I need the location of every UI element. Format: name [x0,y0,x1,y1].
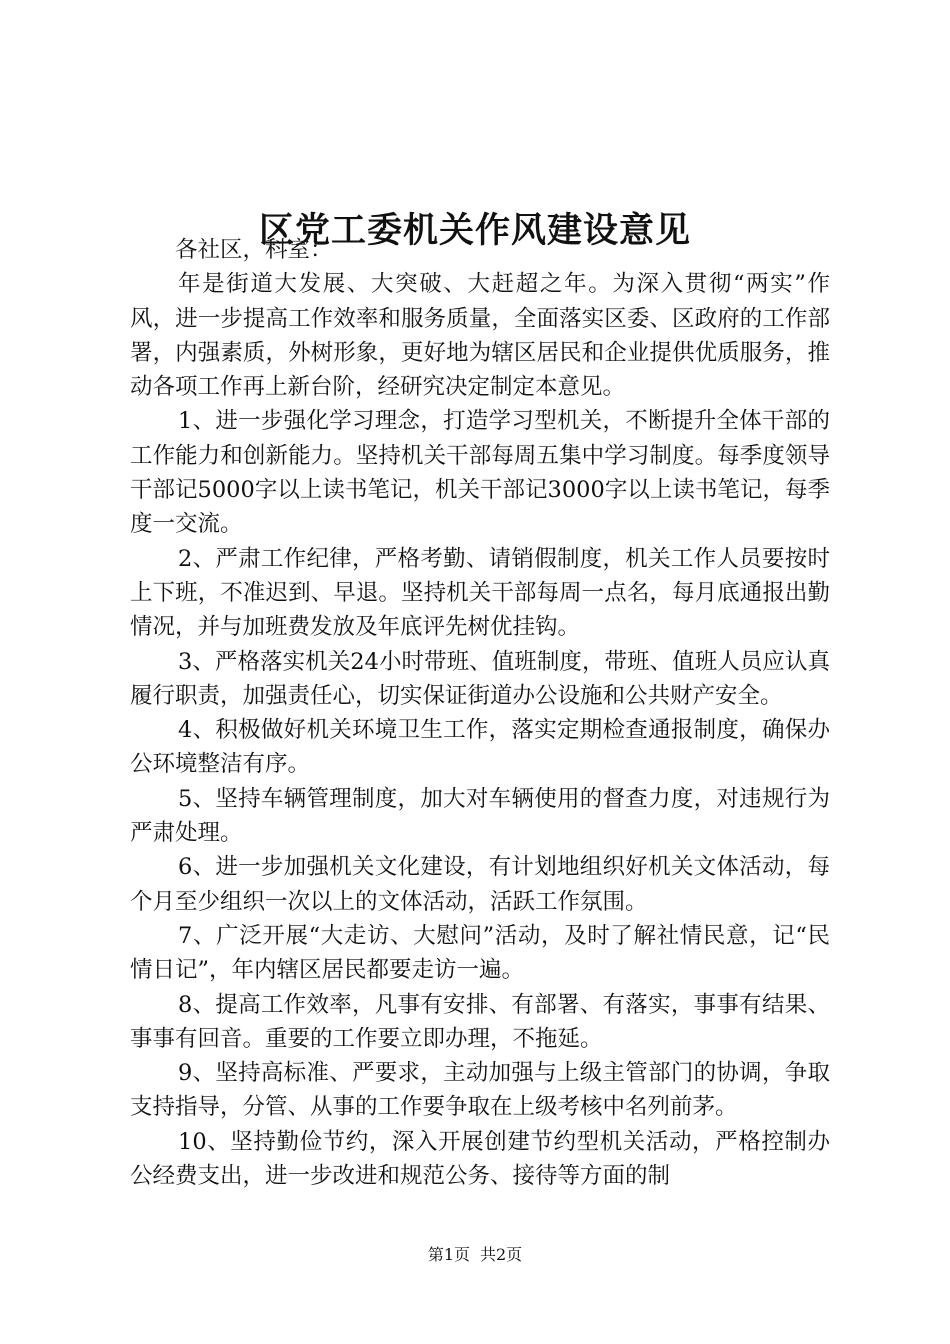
paragraph-item-5: 5、坚持车辆管理制度，加大对车辆使用的督查力度，对违规行为严肃处理。 [130,785,830,847]
salutation: 各社区，科室： [175,237,333,263]
document-body [130,233,830,1193]
paragraph-item-10: 10、坚持勤俭节约，深入开展创建节约型机关活动，严格控制办公经费支出，进一步改进和规范公务、接待等方面的制 [130,1128,830,1190]
paragraph-item-1: 1、进一步强化学习理念，打造学习型机关，不断提升全体干部的工作能力和创新能力。坚持机关干部每周五集中学习制度。每季度领导干部记5000字以上读书笔记，机关干部记3000字以上读书笔记，每季度一交流。 [130,408,830,538]
paragraph-intro: 年是街道大发展、大突破、大赶超之年。为深入贯彻“两实”作风，进一步提高工作效率和服务质量，全面落实区委、区政府的工作部署，内强素质，外树形象，更好地为辖区居民和企业提供优质服务，推动各项工作再上新台阶，经研究决定制定本意见。 [130,271,830,401]
document-title: 区党工委机关作风建设意见 [258,210,691,252]
paragraph-item-3: 3、严格落实机关24小时带班、值班制度，带班、值班人员应认真履行职责，加强责任心，切实保证街道办公设施和公共财产安全。 [130,648,830,709]
paragraph-item-9: 9、坚持高标准、严要求，主动加强与上级主管部门的协调，争取支持指导，分管、从事的工作要争取在上级考核中名列前茅。 [130,1060,830,1121]
page-number: 第1页 [427,1245,470,1264]
paragraph-item-8: 8、提高工作效率，凡事有安排、有部署、有落实，事事有结果、事事有回音。重要的工作要立即办理，不拖延。 [130,991,830,1052]
paragraph-item-7: 7、广泛开展“大走访、大慰问”活动，及时了解社情民意，记“民情日记”，年内辖区居民都要走访一遍。 [130,922,830,984]
paragraph-item-6: 6、进一步加强机关文化建设，有计划地组织好机关文体活动，每个月至少组织一次以上的文体活动，活跃工作氛围。 [130,854,830,915]
page-total: 共2页 [480,1245,523,1264]
page-footer [0,1243,950,1267]
paragraph-item-4: 4、积极做好机关环境卫生工作，落实定期检查通报制度，确保办公环境整洁有序。 [130,717,830,778]
paragraph-item-2: 2、严肃工作纪律，严格考勤、请销假制度，机关工作人员要按时上下班，不准迟到、早退。坚持机关干部每周一点名，每月底通报出勤情况，并与加班费发放及年底评先树优挂钩。 [130,545,830,641]
